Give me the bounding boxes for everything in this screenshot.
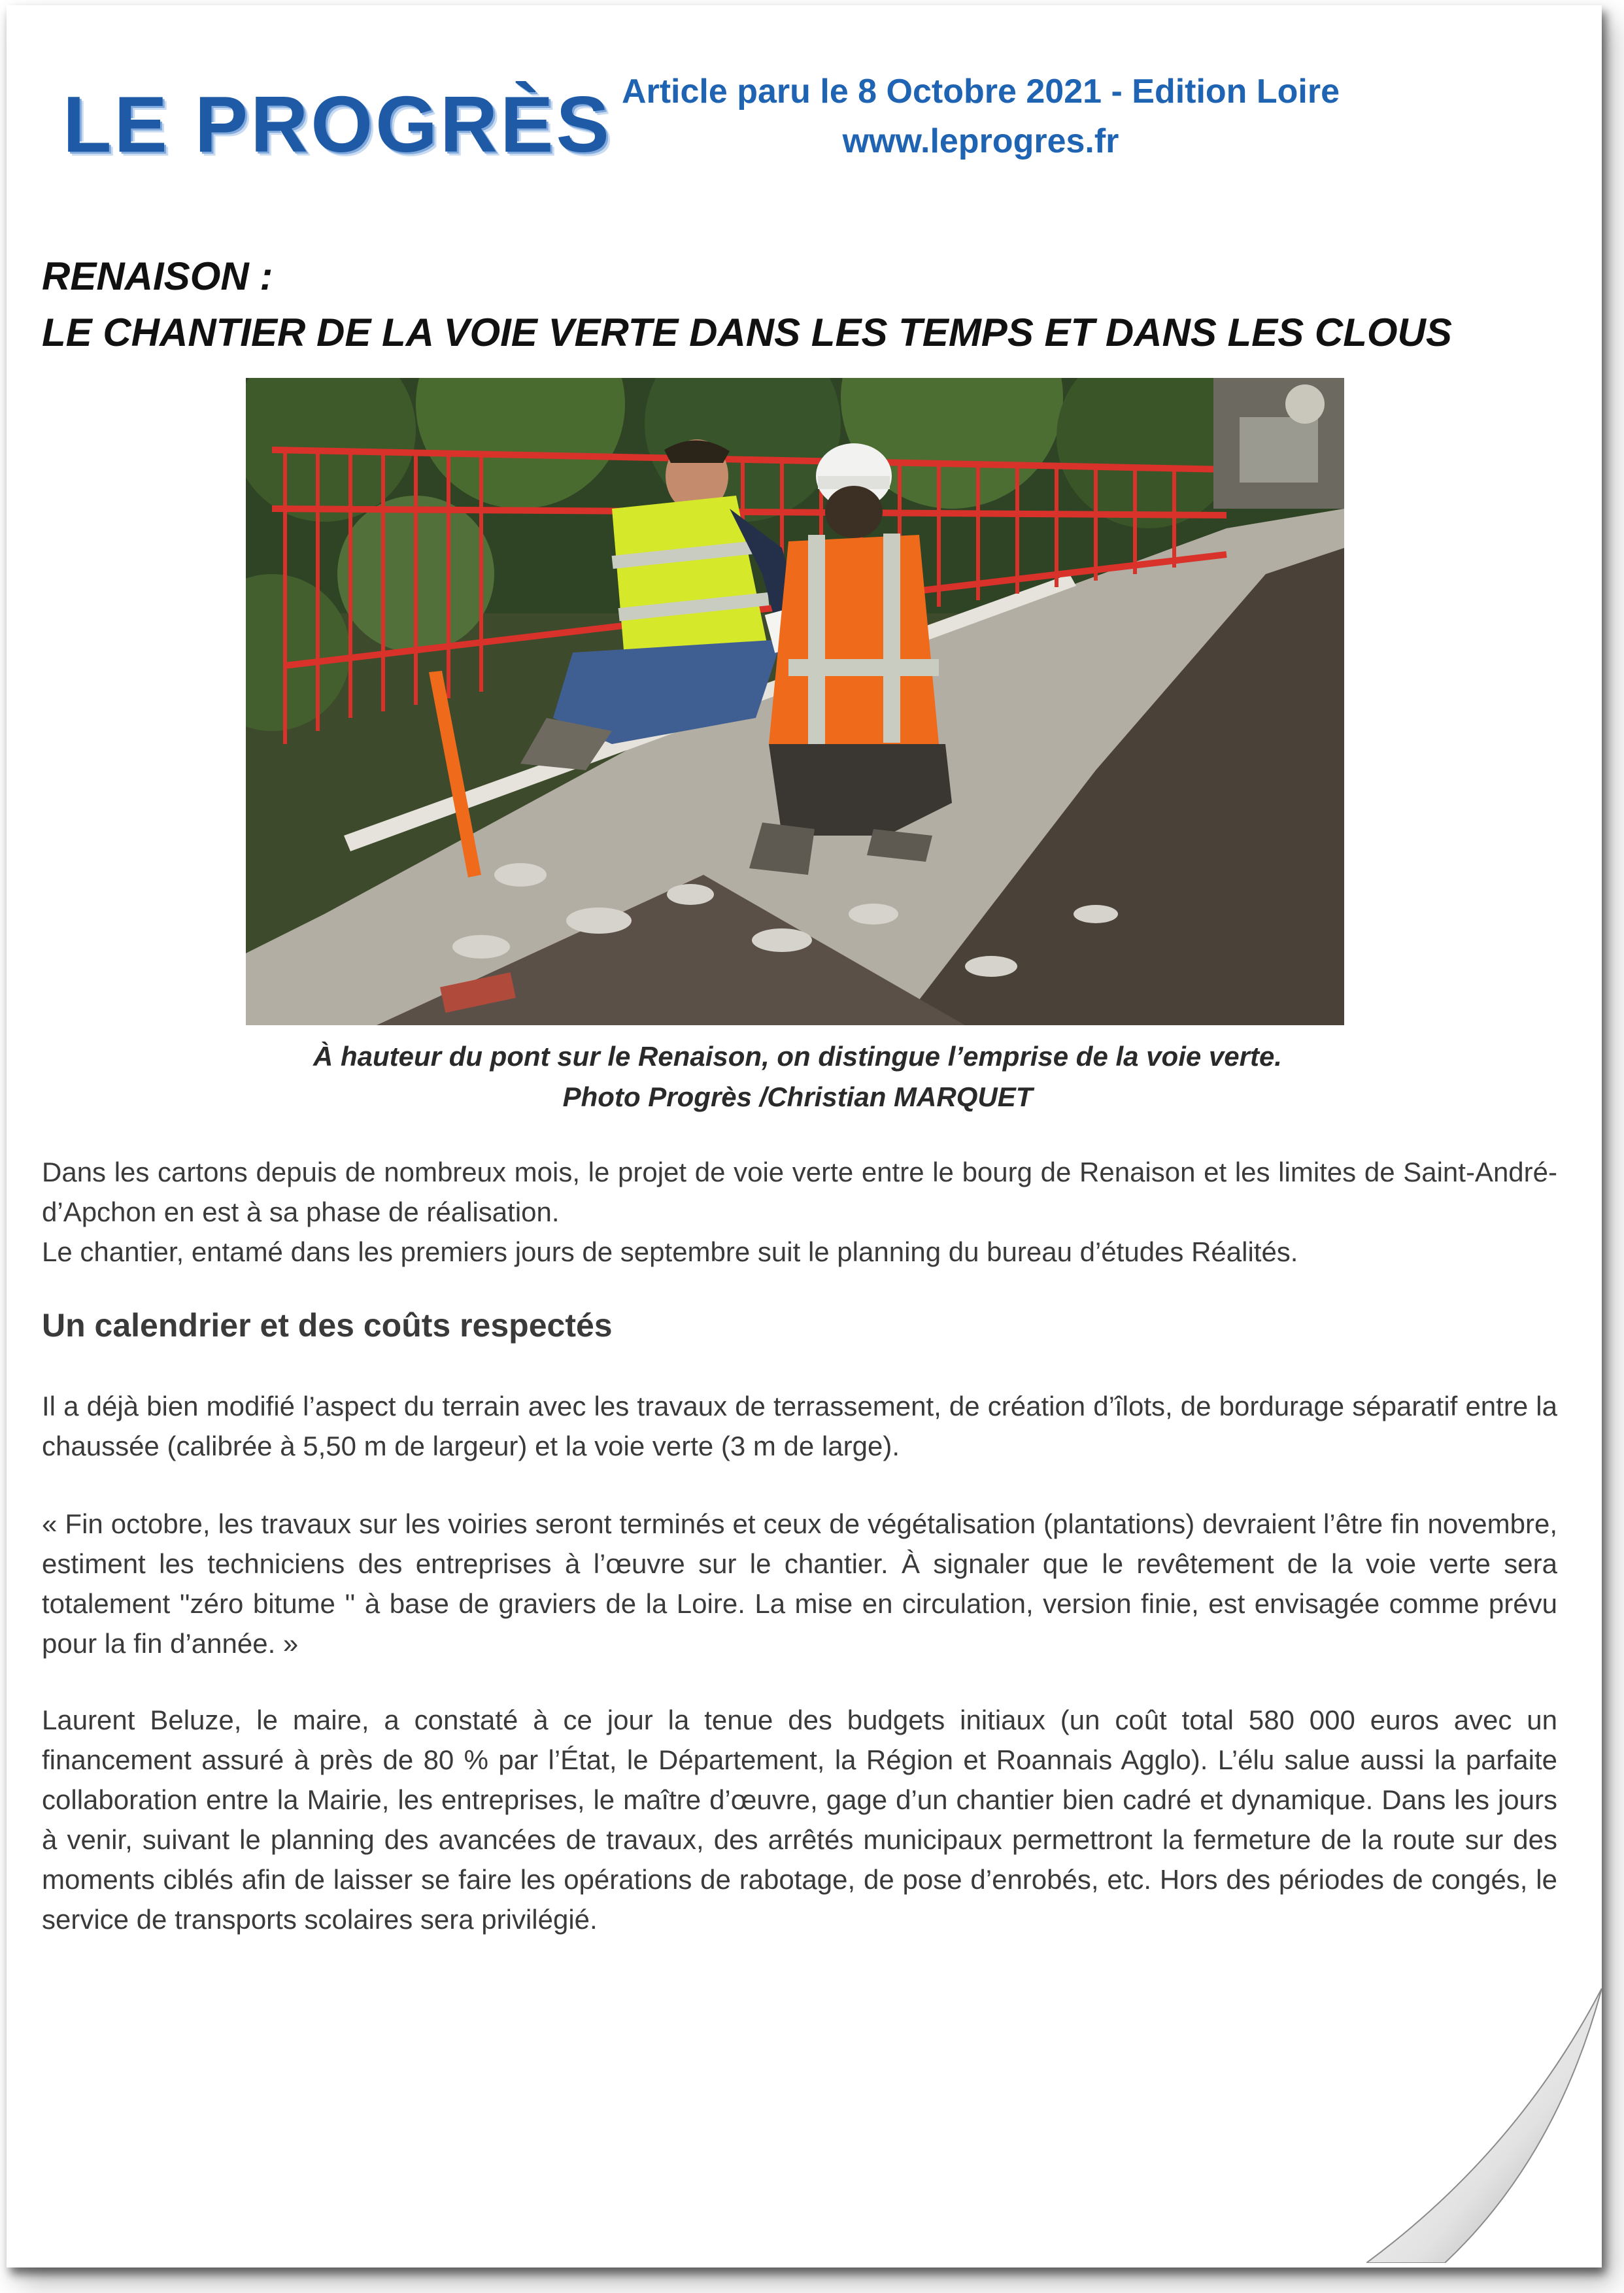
article-title — [42, 248, 1546, 361]
title-line-2: LE CHANTIER DE LA VOIE VERTE DANS LES TEMPS ET DANS LES CLOUS — [42, 311, 1452, 354]
title-line-1: RENAISON : — [42, 254, 273, 298]
paragraph-3: Laurent Beluze, le maire, a constaté à ce jour la tenue des budgets initiaux (un coût total 580 000 euros avec un financement assuré à près de 80 % par l’État, le Département, la Région et Roannais Agglo). L’élu salue aussi la parfaite collaboration entre la Mairie, les entreprises, le maître d’œuvre, gage d’un chantier bien cadré et dynamique. Dans les jours à venir, suivant le planning des avancées de travaux, des arrêtés municipaux permettront la fermeture de la route sur des moments ciblés afin de laisser se faire les opérations de rabotage, de pose d’enrobés, etc. Hors des périodes de congés, le service de transports scolaires sera privilégié. — [42, 1705, 1557, 1935]
paragraph-1: Il a déjà bien modifié l’aspect du terrain avec les travaux de terrassement, de création d’îlots, de bordurage séparatif entre la chaussée (calibrée à 5,50 m de largeur) et la voie verte (3 m de large). — [42, 1391, 1557, 1461]
page-curl-decoration — [1366, 1988, 1602, 2263]
le-progres-logo: LE PROGRÈS — [63, 80, 612, 169]
intro-paragraph-2: Le chantier, entamé dans les premiers jours de septembre suit le planning du bureau d’études Réalités. — [42, 1236, 1298, 1267]
website-link[interactable]: www.leprogres.fr — [842, 122, 1119, 160]
paragraph-2: « Fin octobre, les travaux sur les voiries seront terminés et ceux de végétalisation (plantations) devraient l’être fin novembre, estiment les techniciens des entreprises à l’œuvre sur le chantier. À signaler que le revêtement de la voie verte sera totalement ''zéro bitume '' à base de graviers de la Loire. La mise en circulation, version finie, est envisagée comme prévu pour la fin d’année. » — [42, 1508, 1557, 1659]
edition-line: Article paru le 8 Octobre 2021 - Edition Loire — [621, 73, 1340, 110]
photo-credit: Photo Progrès /Christian MARQUET — [562, 1081, 1033, 1112]
photo-caption-block — [196, 1036, 1399, 1117]
photo-caption: À hauteur du pont sur le Renaison, on distingue l’emprise de la voie verte. — [313, 1041, 1282, 1072]
section-subheading: Un calendrier et des coûts respectés — [42, 1307, 613, 1344]
publication-info — [575, 67, 1386, 166]
construction-photo — [246, 378, 1344, 1025]
intro-paragraph-1: Dans les cartons depuis de nombreux mois, le projet de voie verte entre le bourg de Renaison et les limites de Saint-André-d’Apchon en est à sa phase de réalisation. — [42, 1157, 1557, 1227]
